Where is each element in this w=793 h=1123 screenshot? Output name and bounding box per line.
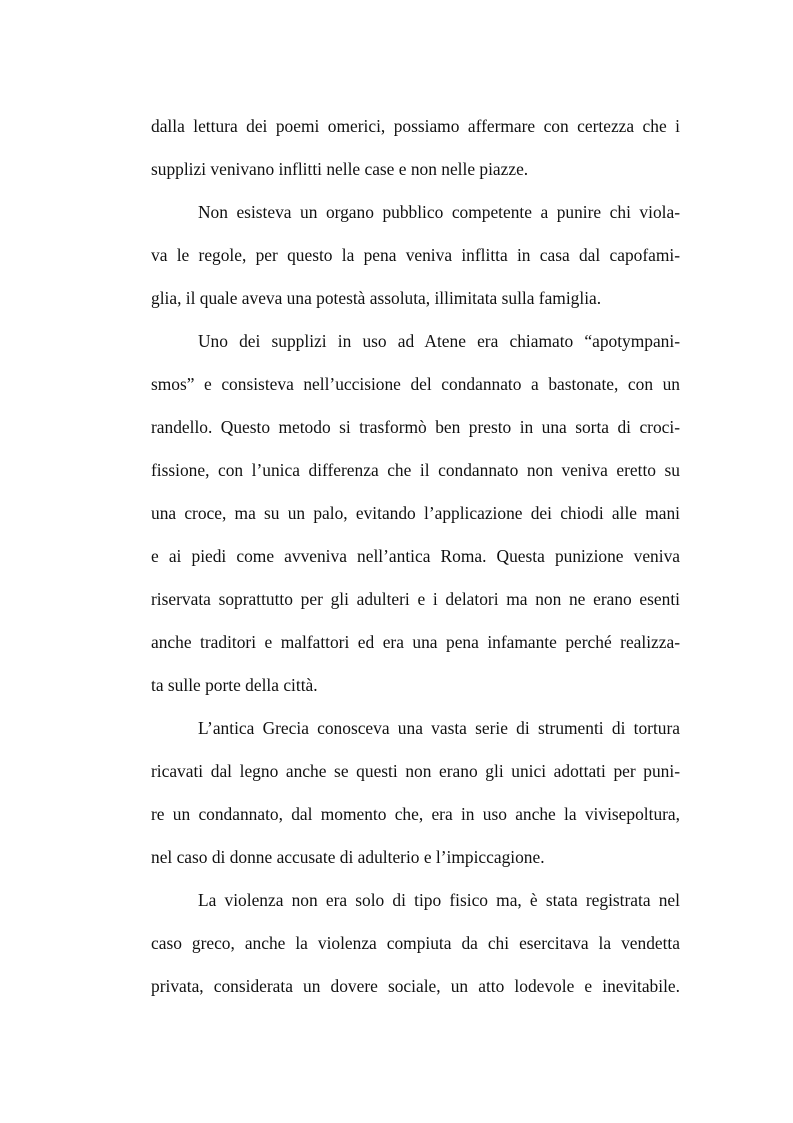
text-line: caso greco, anche la violenza compiuta da chi esercitava la vendetta — [151, 933, 680, 953]
text-line: supplizi venivano inflitti nelle case e non nelle piazze. — [151, 159, 529, 179]
text-line: Uno dei supplizi in uso ad Atene era chiamato “apotympani- — [198, 331, 680, 351]
text-line: anche traditori e malfattori ed era una pena infamante perché realizza- — [151, 632, 680, 652]
text-line: dalla lettura dei poemi omerici, possiamo affermare con certezza che i — [151, 116, 680, 136]
text-line: ta sulle porte della città. — [151, 675, 318, 695]
text-line: nel caso di donne accusate di adulterio e l’impiccagione. — [151, 847, 545, 867]
text-line: fissione, con l’unica differenza che il condannato non veniva eretto su — [151, 460, 680, 480]
text-line: ricavati dal legno anche se questi non erano gli unici adottati per puni- — [151, 761, 680, 781]
text-line: una croce, ma su un palo, evitando l’applicazione dei chiodi alle mani — [151, 503, 680, 523]
text-line: glia, il quale aveva una potestà assoluta, illimitata sulla famiglia. — [151, 288, 602, 308]
text-line: La violenza non era solo di tipo fisico ma, è stata registrata nel — [198, 890, 680, 910]
text-line: re un condannato, dal momento che, era in uso anche la vivisepoltura, — [151, 804, 680, 824]
text-line: riservata soprattutto per gli adulteri e i delatori ma non ne erano esenti — [151, 589, 680, 609]
text-line: L’antica Grecia conosceva una vasta serie di strumenti di tortura — [198, 718, 680, 738]
text-line: randello. Questo metodo si trasformò ben presto in una sorta di croci- — [151, 417, 680, 437]
text-line: va le regole, per questo la pena veniva inflitta in casa dal capofami- — [151, 245, 680, 265]
text-line: Non esisteva un organo pubblico competente a punire chi viola- — [198, 202, 680, 222]
text-line: smos” e consisteva nell’uccisione del condannato a bastonate, con un — [151, 374, 680, 394]
text-line: privata, considerata un dovere sociale, un atto lodevole e inevitabile. — [151, 976, 680, 996]
text-line: e ai piedi come avveniva nell’antica Roma. Questa punizione veniva — [151, 546, 680, 566]
